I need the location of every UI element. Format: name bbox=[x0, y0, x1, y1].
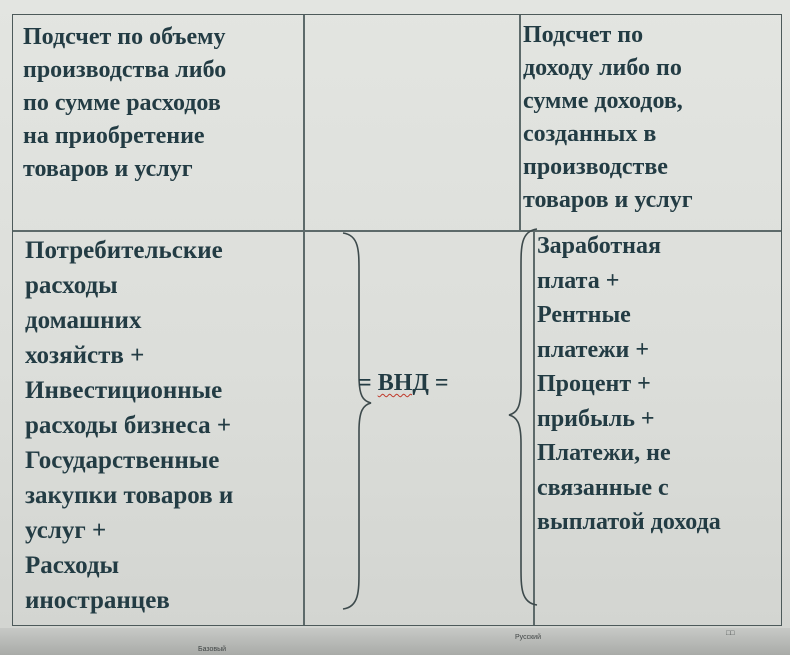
comparison-table bbox=[12, 14, 782, 626]
equation-right-sign: = bbox=[434, 370, 449, 396]
body-right-cell: Заработная плата + Рентные платежи + Процент + прибыль + Платежи, не связанные с выплатой дохода bbox=[537, 233, 721, 535]
gni-equation bbox=[358, 368, 449, 398]
left-curly-brace bbox=[337, 231, 377, 611]
gni-abbreviation: ВНД bbox=[377, 370, 429, 396]
right-curly-brace bbox=[503, 227, 543, 607]
style-label[interactable]: Базовый bbox=[198, 646, 227, 653]
view-icon[interactable]: □□ bbox=[726, 630, 735, 637]
header-left-cell: Подсчет по объему производства либо по сумме расходов на приобретение товаров и услуг bbox=[23, 24, 227, 182]
status-bar bbox=[0, 628, 790, 655]
header-right-cell: Подсчет по доходу либо по сумме доходов, созданных в производстве товаров и услуг bbox=[523, 22, 693, 213]
equation-left-sign: = bbox=[358, 370, 372, 396]
body-left-cell: Потребительские расходы домашних хозяйств + Инвестиционные расходы бизнеса + Государственные закупки товаров и услуг + Расходы иностранцев bbox=[25, 237, 234, 614]
language-label[interactable]: Русский bbox=[515, 634, 541, 641]
column-divider-2 bbox=[519, 15, 521, 231]
column-divider-1 bbox=[303, 15, 305, 625]
